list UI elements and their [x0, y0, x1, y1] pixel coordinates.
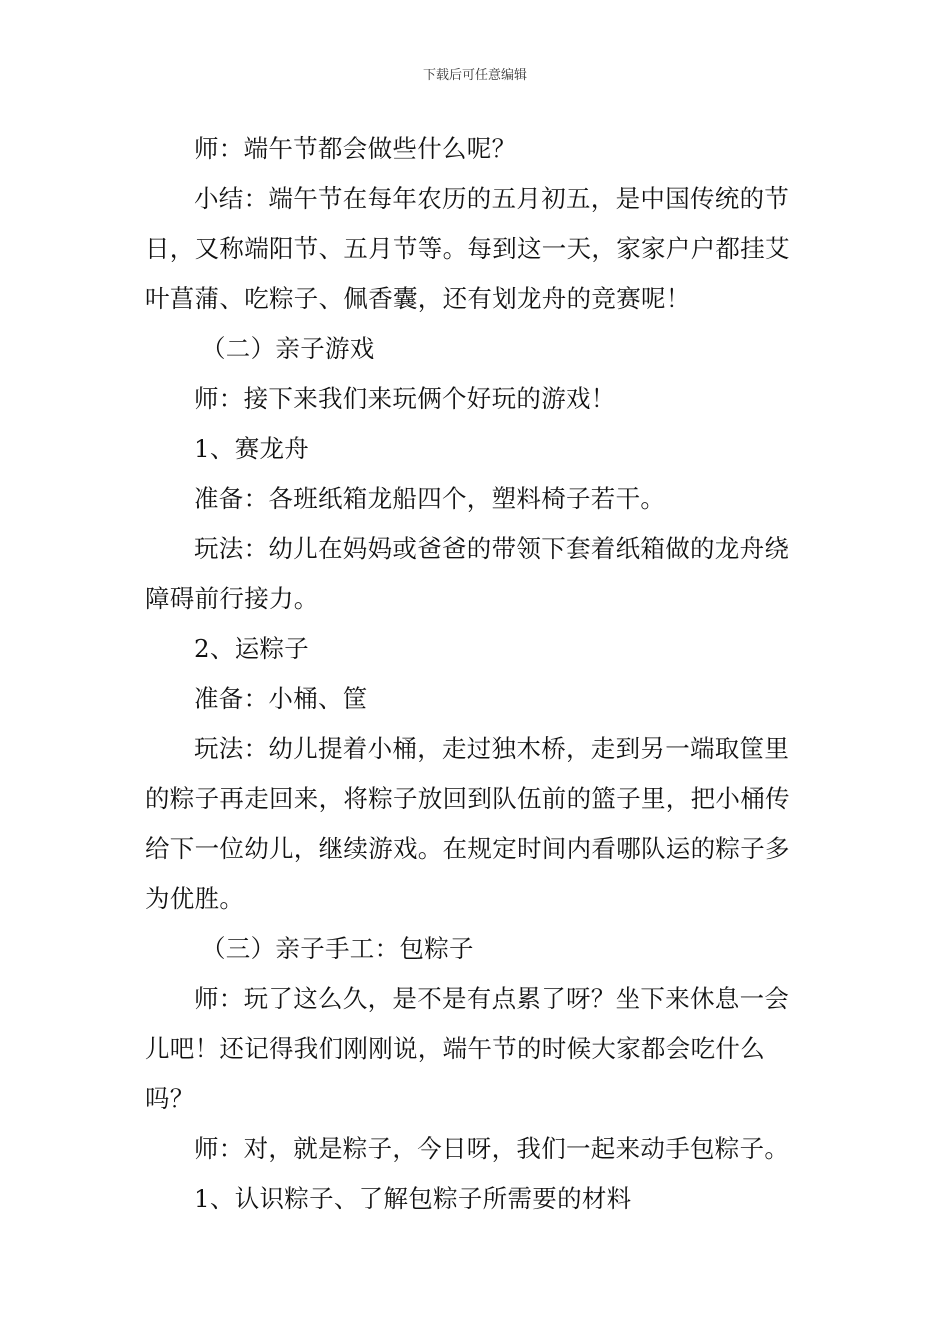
item-know-zongzi: 1、认识粽子、了解包粽子所需要的材料: [194, 1184, 632, 1213]
paragraph-dragon-boat-prep: 准备：各班纸箱龙船四个，塑料椅子若干。: [194, 484, 666, 513]
paragraph-carry-zongzi-prep: 准备：小桶、筐: [194, 684, 368, 713]
paragraph-teacher-rest: 师：玩了这么久，是不是有点累了呀？坐下来休息一会儿吧！还记得我们刚刚说，端午节的时候大家都会吃什么吗？: [145, 984, 790, 1113]
section-heading-parent-child-game: （二）亲子游戏: [201, 334, 375, 363]
paragraph-teacher-intro-games: 师：接下来我们来玩俩个好玩的游戏！: [194, 384, 616, 413]
paragraph-teacher-zongzi: 师：对，就是粽子，今日呀，我们一起来动手包粽子。: [194, 1134, 790, 1163]
paragraph-summary: 小结：端午节在每年农历的五月初五，是中国传统的节日，又称端阳节、五月节等。每到这一天，家家户户都挂艾叶菖蒲、吃粽子、佩香囊，还有划龙舟的竞赛呢！: [145, 184, 790, 313]
section-heading-handcraft: （三）亲子手工：包粽子: [201, 934, 474, 963]
paragraph-carry-zongzi-play: 玩法：幼儿提着小桶，走过独木桥，走到另一端取筐里的粽子再走回来，将粽子放回到队伍前的篮子里，把小桶传给下一位幼儿，继续游戏。在规定时间内看哪队运的粽子多为优胜。: [145, 734, 790, 913]
item-carry-zongzi: 2、运粽子: [194, 634, 310, 663]
document-body: [145, 124, 809, 1224]
paragraph-teacher-question: 师：端午节都会做些什么呢？: [194, 134, 517, 163]
page-header: 下载后可任意编辑: [422, 68, 527, 83]
paragraph-dragon-boat-play: 玩法：幼儿在妈妈或爸爸的带领下套着纸箱做的龙舟绕障碍前行接力。: [145, 534, 790, 613]
item-dragon-boat: 1、赛龙舟: [194, 434, 310, 463]
